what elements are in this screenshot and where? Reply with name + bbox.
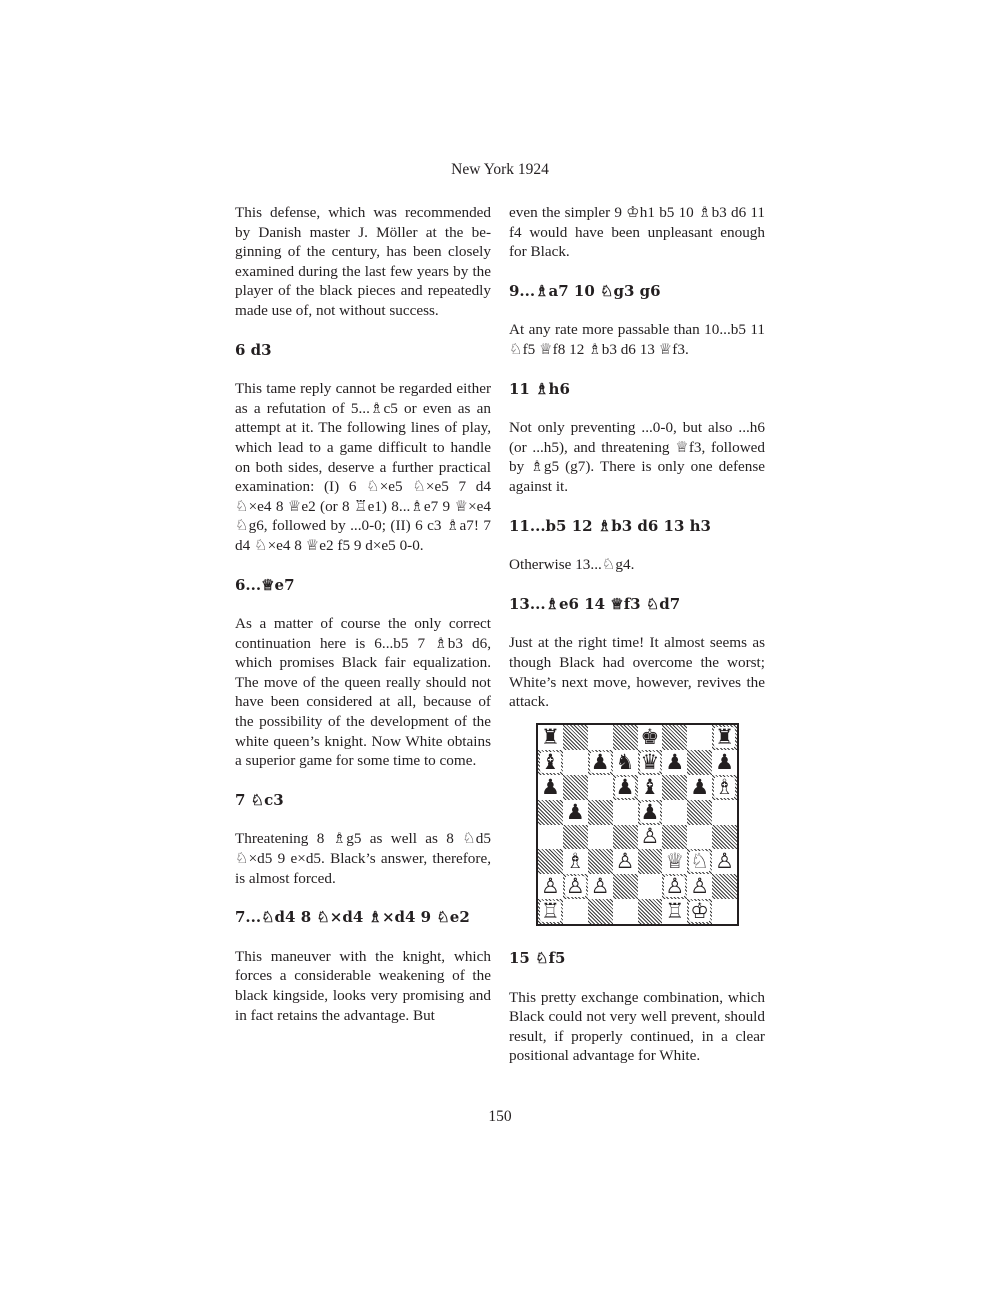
square-b3 [563,849,588,874]
square-g3 [687,849,712,874]
square-f6 [662,775,687,800]
square-c4 [588,825,613,850]
square-c3 [588,849,613,874]
chess-piece-icon: ♝ [541,749,560,774]
square-e6 [638,775,663,800]
square-h8 [712,725,737,750]
square-b2 [563,874,588,899]
move-heading: 15 ♘f5 [509,949,566,967]
square-d7 [613,750,638,775]
square-b4 [563,825,588,850]
commentary-paragraph: This maneuver with the knight, which forces a considerable weakening of the black kingside, looks very promising and in fact retains the advantage. But [235,947,491,1024]
spacer [509,969,765,988]
spacer [509,262,765,282]
square-g8 [687,725,712,750]
square-a4 [538,825,563,850]
chess-piece-icon: ♗ [715,774,734,799]
square-f1 [662,899,687,924]
square-f4 [662,825,687,850]
square-f3 [662,849,687,874]
move-heading: 11...b5 12 ♗b3 d6 13 h3 [509,516,711,535]
square-f5 [662,800,687,825]
commentary-paragraph: This tame reply cannot be regarded either as a refutation of 5...♗c5 or even as an attempt at it. The following lines of play, which lead to a game difficult to handle on both sides, deserve a further practical examination: (I) 6 ♘×e5 ♘×e5 7 d4 ♘×e4 8 ♕e2 (or 8 ♖e1) 8...♗e7 9 ♕×e4 ♘g6, followed by ...0-0; (II) 6 c3 ♗a7! 7 d4 ♘×e4 8 ♕e2 f5 9 d×e5 0-0. [235,380,491,554]
square-e3 [638,849,663,874]
move-heading: 7...♘d4 8 ♘×d4 ♗×d4 9 ♘e2 [235,908,470,927]
chess-piece-icon: ♞ [615,749,635,774]
chess-piece-icon: ♙ [541,874,560,899]
square-c7 [588,750,613,775]
commentary-paragraph: even the simpler 9 ♔h1 b5 10 ♗b3 d6 11 f4 would have been unpleasant enough for Black. [509,204,765,261]
chess-piece-icon: ♟ [715,749,734,774]
chess-piece-icon: ♙ [590,874,610,899]
chess-piece-icon: ♟ [590,749,610,774]
move-heading: 6 d3 [235,340,272,359]
spacer [235,771,491,791]
square-d8 [613,725,638,750]
chess-piece-icon: ♟ [565,799,585,824]
spacer [235,360,491,379]
square-g5 [687,800,712,825]
square-b6 [563,775,588,800]
commentary-paragraph: This defense, which was recommended by Danish master J. Möller at the beginning of the century, has been closely examined during the last few years by the player of the black pieces and repeatedly made use of, not without success. [235,204,491,319]
spacer [235,595,491,614]
chess-piece-icon: ♔ [690,899,710,924]
square-g1 [687,899,712,924]
chess-piece-icon: ♙ [665,874,685,899]
square-b1 [563,899,588,924]
move-heading: 7 ♘c3 [235,790,284,809]
square-a7 [538,750,563,775]
square-c6 [588,775,613,800]
square-b5 [563,800,588,825]
chess-piece-icon: ♖ [541,899,560,924]
chess-piece-icon: ♙ [565,874,585,899]
chess-piece-icon: ♟ [640,799,660,824]
square-f2 [662,874,687,899]
chess-piece-icon: ♜ [715,724,734,749]
square-g7 [687,750,712,775]
square-c2 [588,874,613,899]
square-f8 [662,725,687,750]
chess-piece-icon: ♝ [640,774,660,799]
spacer [235,810,491,829]
square-a8 [538,725,563,750]
square-d6 [613,775,638,800]
square-h2 [712,874,737,899]
square-e4 [638,825,663,850]
commentary-paragraph: This pretty exchange combination, which Black could not very well prevent, should result, if properly continued, in a clear positional advantage for White. [509,988,765,1065]
spacer [235,556,491,576]
spacer [235,928,491,947]
square-b8 [563,725,588,750]
move-heading: 9...♗a7 10 ♘g3 g6 [509,281,661,300]
chess-piece-icon: ♙ [615,849,635,874]
square-d1 [613,899,638,924]
right-column-continued [509,949,765,1066]
chess-piece-icon: ♙ [690,874,710,899]
square-a2 [538,874,563,899]
spacer [509,614,765,633]
chess-piece-icon: ♙ [640,824,660,849]
commentary-paragraph: Not only preventing ...0-0, but also ...h6 (or ...h5), and threatening ♕f3, followed by ♗g5 (g7). There is only one defense against it. [509,419,765,495]
chess-piece-icon: ♟ [690,774,710,799]
chess-board [536,723,739,926]
square-f7 [662,750,687,775]
square-h4 [712,825,737,850]
chess-diagram [536,723,739,926]
square-c5 [588,800,613,825]
spacer [235,888,491,908]
square-h7 [712,750,737,775]
square-h6 [712,775,737,800]
square-e2 [638,874,663,899]
square-d2 [613,874,638,899]
spacer [509,399,765,418]
running-head: New York 1924 [451,161,549,178]
chess-piece-icon: ♕ [665,849,685,874]
square-e7 [638,750,663,775]
square-d3 [613,849,638,874]
commentary-paragraph: Threatening 8 ♗g5 as well as 8 ♘d5 ♘×d5 9 e×d5. Black’s answer, therefore, is almost forced. [235,830,491,887]
spacer [235,321,491,341]
spacer [509,536,765,555]
move-heading: 6...♕e7 [235,575,295,594]
spacer [509,575,765,595]
chess-piece-icon: ♛ [640,749,660,774]
commentary-paragraph: Otherwise 13...♘g4. [509,556,635,574]
square-d5 [613,800,638,825]
square-e5 [638,800,663,825]
move-heading: 13...♗e6 14 ♕f3 ♘d7 [509,594,681,613]
commentary-paragraph: As a matter of course the only correct continuation here is 6...b5 7 ♗b3 d6, which promises Black fair equalization. The move of the queen really should not have been considered at all, because of the possibility of the development of the white queen’s knight. Now White obtains a superior game for some time to come. [235,615,491,770]
square-e8 [638,725,663,750]
spacer [509,497,765,517]
square-h5 [712,800,737,825]
chess-piece-icon: ♟ [665,749,685,774]
square-a1 [538,899,563,924]
square-a3 [538,849,563,874]
chess-piece-icon: ♘ [690,849,710,874]
commentary-paragraph: Just at the right time! It almost seems as though Black had overcome the worst; White’s next move, however, revives the attack. [509,634,765,711]
square-b7 [563,750,588,775]
chess-piece-icon: ♗ [565,849,585,874]
chess-piece-icon: ♚ [640,724,660,749]
square-h3 [712,849,737,874]
move-heading: 11 ♗h6 [509,379,570,398]
square-e1 [638,899,663,924]
square-h1 [712,899,737,924]
spacer [509,360,765,380]
chess-piece-icon: ♖ [665,899,685,924]
chess-piece-icon: ♜ [541,724,560,749]
left-column [235,203,491,1025]
square-g4 [687,825,712,850]
square-d4 [613,825,638,850]
chess-piece-icon: ♟ [615,774,635,799]
square-c8 [588,725,613,750]
page-number: 150 [488,1108,512,1125]
commentary-paragraph: At any rate more passable than 10...b5 11 ♘f5 ♕f8 12 ♗b3 d6 13 ♕f3. [509,321,765,358]
right-column [509,203,765,712]
square-g2 [687,874,712,899]
chess-piece-icon: ♟ [541,774,560,799]
spacer [509,301,765,320]
chess-piece-icon: ♙ [715,849,734,874]
square-g6 [687,775,712,800]
square-c1 [588,899,613,924]
square-a5 [538,800,563,825]
square-a6 [538,775,563,800]
